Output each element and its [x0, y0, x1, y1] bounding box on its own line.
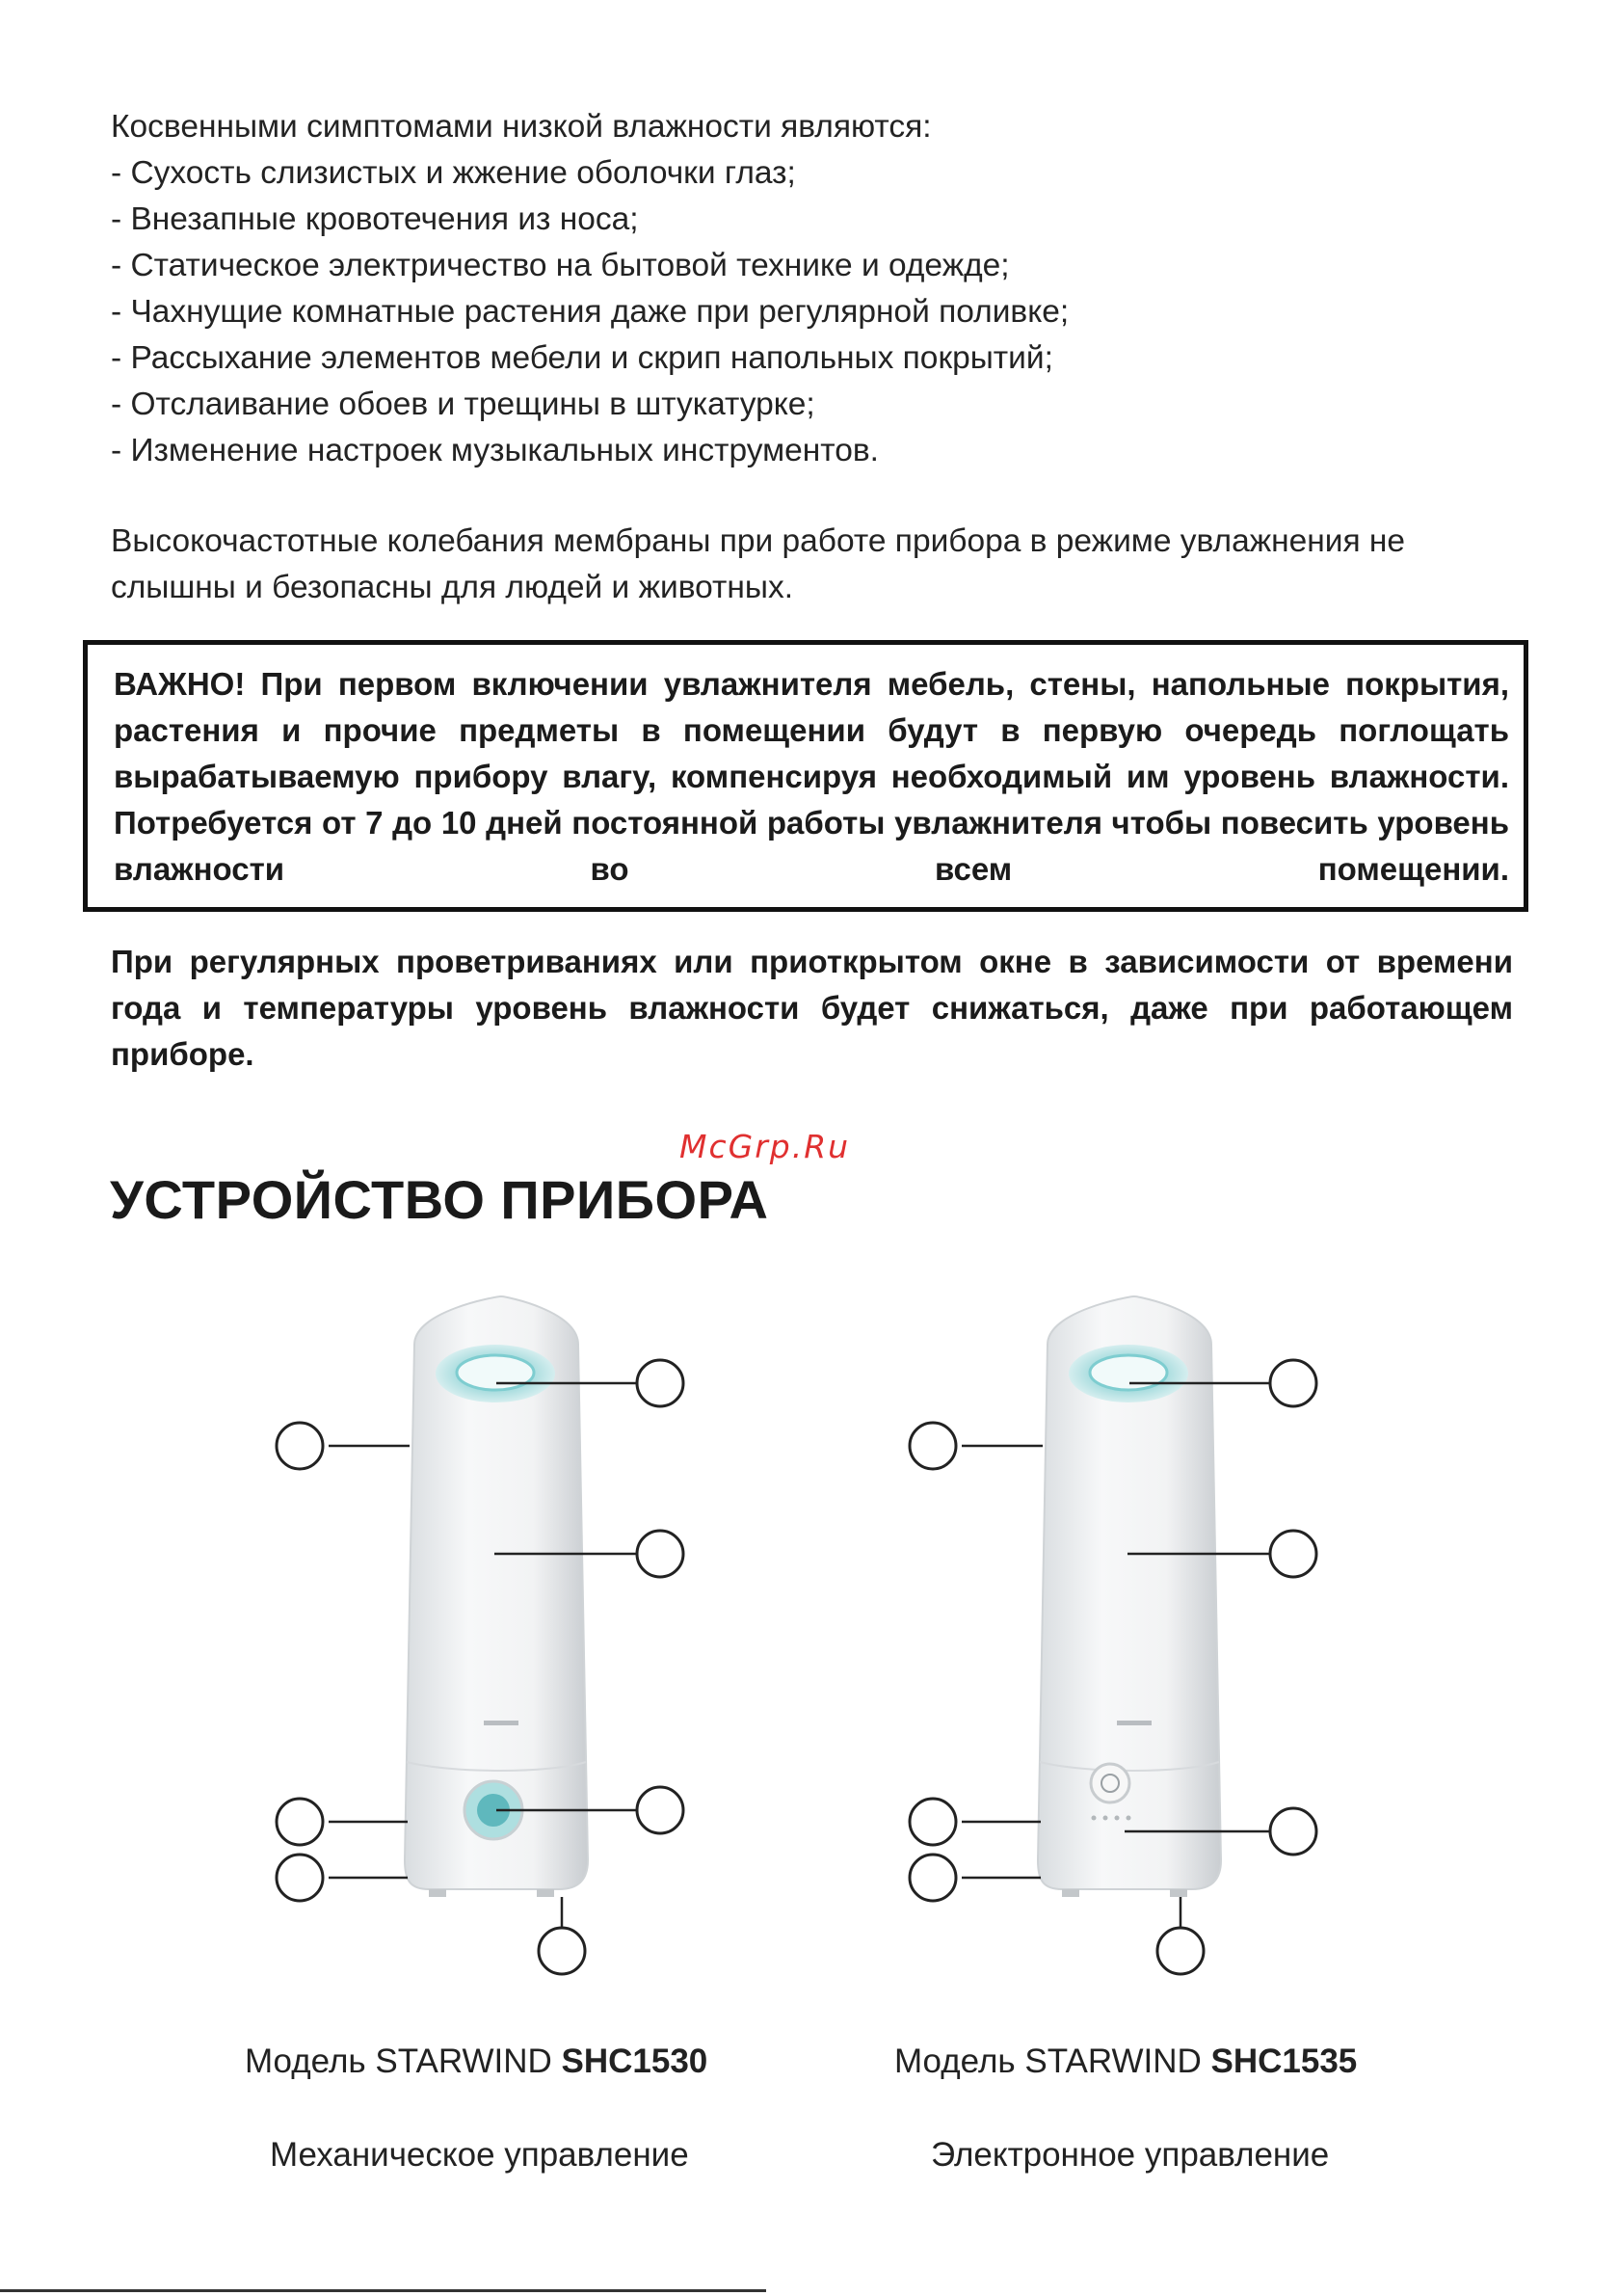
model-prefix: Модель STARWIND: [245, 2042, 562, 2080]
model-caption-1: [245, 2042, 707, 2081]
section-title: УСТРОЙСТВО ПРИБОРА: [110, 1169, 769, 1230]
power-touch-button: [1091, 1764, 1129, 1802]
footer-rule: [0, 2289, 766, 2292]
humidifier-electronic-diagram: [893, 1292, 1337, 1986]
symptom-item: - Внезапные кровотечения из носа;: [111, 201, 639, 237]
symptoms-lead: Косвенными симптомами низкой влажности являются:: [111, 109, 932, 145]
symptom-item: - Статическое электричество на бытовой технике и одежде;: [111, 248, 1010, 283]
watermark: McGrp.Ru: [679, 1128, 851, 1165]
humidifier-mechanical-diagram: [260, 1292, 703, 1986]
control-type-2: Электронное управление: [931, 2136, 1330, 2174]
model-code: SHC1530: [561, 2042, 708, 2080]
frequency-note: Высокочастотные колебания мембраны при работе прибора в режиме увлажнения не слышны и безопасны для людей и животных.: [111, 523, 1406, 605]
symptom-item: - Изменение настроек музыкальных инструментов.: [111, 433, 879, 468]
important-notice-box: [83, 640, 1528, 912]
control-type-1: Механическое управление: [270, 2136, 689, 2174]
device-diagrams: [0, 1292, 1618, 2174]
symptom-item: - Отслаивание обоев и трещины в штукатурке;: [111, 387, 815, 422]
model-caption-2: [894, 2042, 1357, 2081]
ventilation-note: При регулярных проветриваниях или приоткрытом окне в зависимости от времени года и температуры уровень влажности будет снижаться, даже при работающем приборе.: [111, 944, 1513, 1072]
important-notice-text: ВАЖНО! При первом включении увлажнителя мебель, стены, напольные покрытия, растения и прочие предметы в помещении будут в первую очередь поглощать вырабатываемую прибору влагу, компенсируя необходимый им уровень влажности. Потребуется от 7 до 10 дней постоянной работы увлажнителя чтобы повесить уровень влажности во всем помещении.: [114, 666, 1509, 887]
symptom-item: - Чахнущие комнатные растения даже при регулярной поливке;: [111, 294, 1070, 330]
symptom-item: - Сухость слизистых и жжение оболочки глаз;: [111, 155, 796, 191]
model-code: SHC1535: [1210, 2042, 1358, 2080]
model-prefix: Модель STARWIND: [894, 2042, 1211, 2080]
symptom-item: - Рассыхание элементов мебели и скрип напольных покрытий;: [111, 340, 1053, 376]
symptoms-list: [111, 104, 1513, 474]
